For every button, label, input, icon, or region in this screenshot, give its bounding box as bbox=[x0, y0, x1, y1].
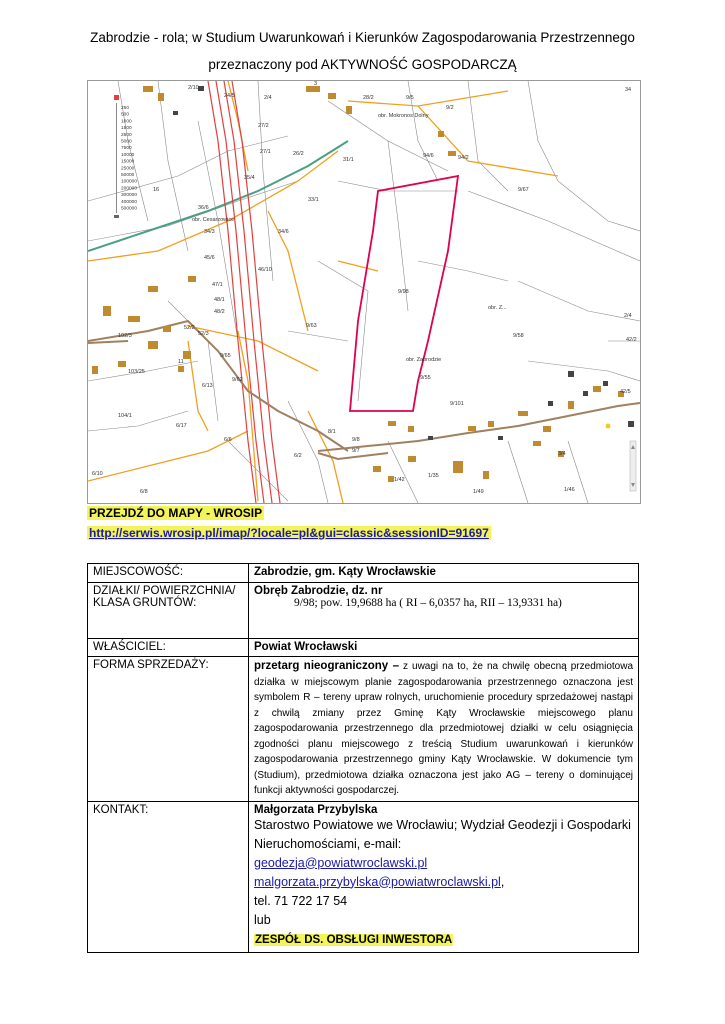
plots-value bbox=[249, 583, 639, 639]
parcel-label: 6/17 bbox=[176, 423, 187, 429]
svg-text:15000: 15000 bbox=[121, 159, 135, 165]
parcel-label: 42/5 bbox=[620, 389, 631, 395]
parcel-label: 28/2 bbox=[363, 95, 374, 101]
table-row bbox=[88, 657, 639, 802]
parcel-label: 27/2 bbox=[258, 123, 269, 129]
parcel-label: 45/6 bbox=[204, 255, 215, 261]
property-info-table bbox=[87, 563, 639, 953]
parcel-label: 27/1 bbox=[260, 149, 271, 155]
svg-text:25000: 25000 bbox=[121, 166, 135, 172]
parcel-label: obr. Zabrodzie bbox=[406, 357, 442, 363]
table-row bbox=[88, 564, 639, 583]
location-value: Zabrodzie, gm. Kąty Wrocławskie bbox=[249, 564, 639, 583]
plots-label-line-1: DZIAŁKI/ POWIERZCHNIA/ bbox=[93, 585, 236, 597]
parcel-label: 31/1 bbox=[343, 157, 354, 163]
parcel-label: 6/13 bbox=[202, 383, 213, 389]
svg-text:1000: 1000 bbox=[121, 119, 132, 125]
parcel-label: 6/10 bbox=[92, 471, 103, 477]
parcel-label: 42/2 bbox=[626, 337, 637, 343]
parcel-label: 3 bbox=[314, 81, 318, 87]
contact-comma: , bbox=[500, 874, 505, 889]
parcel-label: 9/101 bbox=[450, 401, 464, 407]
parcel-label: 52/3 bbox=[198, 331, 209, 337]
parcel-label: 9/65 bbox=[220, 353, 231, 359]
plots-value-bold: Obręb Zabrodzie, dz. nr bbox=[254, 585, 383, 597]
svg-text:10000: 10000 bbox=[121, 152, 135, 158]
svg-text:250: 250 bbox=[121, 106, 130, 111]
contact-value bbox=[249, 801, 639, 952]
investor-team-link[interactable]: ZESPÓŁ DS. OBSŁUGI INWESTORA bbox=[255, 933, 453, 946]
parcel-label: 9/5 bbox=[406, 95, 414, 101]
parcel-label: 47/1 bbox=[212, 282, 223, 288]
parcel-label: 102/3 bbox=[118, 333, 132, 339]
document-title-line-1: Zabrodzie - rola; w Studium Uwarunkowań i Kierunków Zagospodarowania Przestrzennego bbox=[90, 30, 635, 45]
parcel-label: 9/2 bbox=[446, 105, 454, 111]
contact-org: Starostwo Powiatowe we Wrocławiu; Wydział Geodezji i Gospodarki Nieruchomościami, e-mail: bbox=[254, 817, 631, 851]
svg-text:100000: 100000 bbox=[121, 179, 138, 185]
owner-label: WŁAŚCICIEL: bbox=[88, 639, 249, 657]
parcel-label: 2/10 bbox=[188, 85, 199, 91]
contact-name: Małgorzata Przybylska bbox=[254, 803, 378, 816]
parcel-label: 34 bbox=[625, 87, 632, 93]
sale-value-text: z uwagi na to, że na chwilę obecną przedmiotowa działka w miejscowym planie zagospodarowania przestrzennego oznaczona jest symbolem R – tereny upraw rolnych, uruchomienie procedury sprzedażowej nastąpi z chwilą zmiany przez Gminę Kąty Wrocławskie miejscowego planu zagospodarowania przestrzennego dla przedmiotowej działki w celu osiągnięcia zgodności planu miejscowego z treścią Studium uwarunkowań i kierunków zagospodarowania przestrzennego gminy Kąty Wrocławskie. W dokumencie tym (Studium), przedmiotowa działka oznaczona jest jako AG – tereny o dominującej funkcji aktywności gospodarczej. bbox=[254, 661, 633, 796]
parcel-label: 26/2 bbox=[293, 151, 304, 157]
marker-icon bbox=[606, 424, 611, 429]
parcel-label: 94/2 bbox=[458, 155, 469, 161]
document-title-line-2: przeznaczony pod AKTYWNOŚĆ GOSPODARCZĄ bbox=[208, 57, 517, 72]
sale-label: FORMA SPRZEDAŻY: bbox=[88, 657, 249, 802]
parcel-label: 9/7 bbox=[352, 448, 360, 454]
parcel-label: 9/63 bbox=[306, 323, 317, 329]
plots-label-line-2: KLASA GRUNTÓW: bbox=[93, 597, 197, 609]
zoom-in-icon bbox=[114, 95, 119, 100]
plots-label bbox=[88, 583, 249, 639]
parcel-label: 6/2 bbox=[294, 453, 302, 459]
contact-phone: tel. 71 722 17 54 bbox=[254, 893, 348, 908]
sale-value bbox=[249, 657, 639, 802]
contact-email-2[interactable]: malgorzata.przybylska@powiatwroclawski.pl bbox=[254, 874, 501, 889]
parcel-label: 46/10 bbox=[258, 267, 272, 273]
owner-value: Powiat Wrocławski bbox=[249, 639, 639, 657]
parcel-label: 48/2 bbox=[214, 309, 225, 315]
parcel-label: 36/6 bbox=[198, 205, 209, 211]
location-label: MIEJSCOWOŚĆ: bbox=[88, 564, 249, 583]
sale-value-bold: przetarg nieograniczony – bbox=[254, 660, 399, 672]
svg-text:5000: 5000 bbox=[121, 139, 132, 145]
parcel-label: 94/6 bbox=[423, 153, 434, 159]
parcel-label: 1/35 bbox=[428, 473, 439, 479]
parcel-label: 24/5 bbox=[224, 93, 235, 99]
parcel-label: 3/4 bbox=[558, 451, 566, 457]
zoom-out-icon bbox=[114, 215, 119, 218]
parcel-label: 48/1 bbox=[214, 297, 225, 303]
pan-control bbox=[630, 441, 636, 491]
table-row bbox=[88, 801, 639, 952]
contact-or: lub bbox=[254, 912, 271, 927]
map-canvas bbox=[88, 81, 640, 503]
go-to-map-link[interactable]: PRZEJDŹ DO MAPY - WROSIP bbox=[89, 506, 263, 520]
parcel-label: 35/4 bbox=[244, 175, 255, 181]
parcel-label: 9/62 bbox=[232, 377, 243, 383]
svg-text:500000: 500000 bbox=[121, 206, 138, 212]
parcel-label: 103/25 bbox=[128, 369, 145, 375]
parcel-label: 9/55 bbox=[420, 375, 431, 381]
parcel-label: 1/42 bbox=[394, 477, 405, 483]
parcel-label: obr. Mokronos Dolny bbox=[378, 113, 429, 119]
parcel-label: 104/1 bbox=[118, 413, 132, 419]
parcel-label: 34/6 bbox=[278, 229, 289, 235]
svg-text:1500: 1500 bbox=[121, 126, 132, 132]
parcel-label: 1/49 bbox=[473, 489, 484, 495]
svg-text:2500: 2500 bbox=[121, 132, 132, 138]
svg-text:7500: 7500 bbox=[121, 146, 132, 152]
parcel-label: 6/8 bbox=[140, 489, 148, 495]
cadastral-map[interactable] bbox=[87, 80, 641, 504]
parcel-label: 34/3 bbox=[204, 229, 215, 235]
parcel-label: 11 bbox=[178, 359, 184, 365]
parcel-label: 6/6 bbox=[224, 437, 232, 443]
table-row bbox=[88, 639, 639, 657]
plots-value-detail: 9/98; pow. 19,9688 ha ( RI – 6,0357 ha, RII – 13,9331 ha) bbox=[294, 597, 562, 609]
parcel-label: 8/1 bbox=[328, 429, 336, 435]
svg-text:50000: 50000 bbox=[121, 173, 135, 178]
parcel-label: 9/8 bbox=[352, 437, 360, 443]
svg-text:500: 500 bbox=[121, 112, 130, 118]
parcel-label: 9/58 bbox=[513, 333, 524, 339]
contact-label: KONTAKT: bbox=[88, 801, 249, 952]
parcel-label: 2/4 bbox=[264, 95, 272, 101]
parcel-label: 33/1 bbox=[308, 197, 319, 203]
parcel-label: 1/46 bbox=[564, 487, 575, 493]
svg-text:400000: 400000 bbox=[121, 199, 138, 205]
parcel-label: obr. Z... bbox=[488, 305, 507, 311]
parcel-label: 52/2 bbox=[184, 325, 195, 331]
parcel-label: obr. Cesarzowice bbox=[192, 217, 235, 223]
parcel-label: 2/4 bbox=[624, 313, 632, 319]
contact-email-1[interactable]: geodezja@powiatwroclawski.pl bbox=[254, 855, 428, 870]
parcel-label: 9/67 bbox=[518, 187, 529, 193]
map-url-link[interactable]: http://serwis.wrosip.pl/imap/?locale=pl&gui=classic&sessionID=91697 bbox=[89, 526, 489, 540]
svg-text:200000: 200000 bbox=[121, 186, 138, 192]
svg-text:300000: 300000 bbox=[121, 193, 138, 199]
parcel-label: 9/98 bbox=[398, 289, 409, 295]
table-row bbox=[88, 583, 639, 639]
parcel-label: 16 bbox=[153, 187, 160, 193]
